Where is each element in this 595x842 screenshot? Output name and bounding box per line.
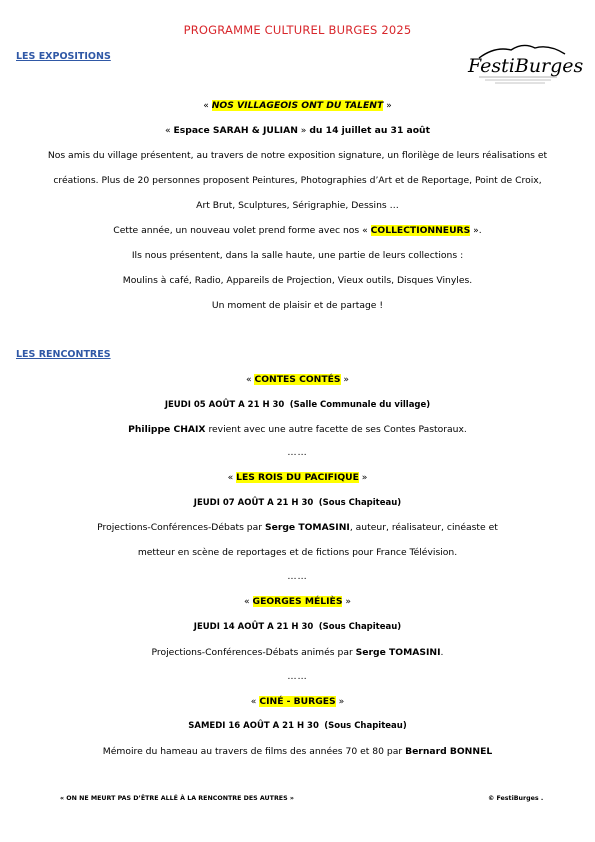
event-speaker: Bernard BONNEL (405, 746, 493, 757)
event-venue: (Sous Chapiteau) (318, 622, 402, 632)
event-datetime-line (0, 622, 595, 632)
event-datetime: JEUDI 07 AOÛT A 21 H 30 (193, 498, 314, 508)
logo-wordmark: FestiBurges (468, 55, 584, 77)
event-desc-line (0, 424, 595, 435)
collectors-line: Cette année, un nouveau volet prend forme avec nos « COLLECTIONNEURS ». (113, 225, 482, 236)
event-datetime: JEUDI 14 AOÛT A 21 H 30 (193, 622, 314, 632)
section-heading-expositions: LES EXPOSITIONS (16, 51, 111, 62)
event-title: CINÉ - BURGES (259, 696, 336, 707)
exposition-dates: du 14 juillet au 31 août (309, 125, 430, 136)
event-desc-line (0, 522, 595, 533)
exposition-title: NOS VILLAGEOIS ONT DU TALENT (211, 100, 384, 111)
footer-quote: « ON NE MEURT PAS D’ÊTRE ALLÉ À LA RENCONTRE DES AUTRES » (60, 795, 294, 802)
event-venue: (Sous Chapiteau) (318, 498, 402, 508)
event-datetime-line (0, 721, 595, 731)
separator: …… (287, 671, 308, 682)
event-desc-prefix: Projections-Conférences-Débats par (97, 522, 263, 533)
event-speaker: Philippe CHAIX (128, 424, 206, 435)
event-title-line: « CINÉ - BURGES » (250, 696, 345, 707)
collectors-highlight: COLLECTIONNEURS (370, 225, 471, 236)
event-datetime: SAMEDI 16 AOÛT A 21 H 30 (188, 721, 319, 731)
event-desc-suffix: . (440, 647, 444, 658)
separator: …… (287, 571, 308, 582)
event-title-line: « LES ROIS DU PACIFIQUE » (227, 472, 368, 483)
exposition-title-line: « NOS VILLAGEOIS ONT DU TALENT » (203, 100, 392, 111)
exposition-venue: Espace SARAH & JULIAN (173, 125, 298, 136)
exposition-desc-line-1: Nos amis du village présentent, au travers de notre exposition signature, un florilège de leurs réalisations et (47, 150, 548, 161)
event-venue: (Salle Communale du village) (289, 400, 431, 410)
event-desc-prefix: Projections-Conférences-Débats animés par (151, 647, 353, 658)
event-desc-suffix: , auteur, réalisateur, cinéaste et (349, 522, 498, 533)
event-datetime-line (0, 498, 595, 508)
exposition-venue-line: « Espace SARAH & JULIAN » du 14 juillet au 31 août (164, 125, 430, 136)
collectors-desc-line-2: Moulins à café, Radio, Appareils de Projection, Vieux outils, Disques Vinyles. (122, 275, 473, 286)
footer-copyright: © FestiBurges . (488, 795, 544, 802)
event-desc-line (0, 647, 595, 658)
event-datetime-line (0, 400, 595, 410)
festiburges-logo (465, 40, 584, 92)
event-title: LES ROIS DU PACIFIQUE (236, 472, 359, 483)
event-speaker: Serge TOMASINI (264, 522, 350, 533)
event-datetime: JEUDI 05 AOÛT A 21 H 30 (164, 400, 285, 410)
exposition-desc-line-2: créations. Plus de 20 personnes proposent Peintures, Photographies d’Art et de Reportage, Point de Croix, (53, 175, 542, 186)
separator: …… (287, 447, 308, 458)
event-desc-prefix: Mémoire du hameau au travers de films des années 70 et 80 par (102, 746, 403, 757)
exposition-closing: Un moment de plaisir et de partage ! (211, 300, 384, 311)
event-title-line: « CONTES CONTÉS » (245, 374, 350, 385)
event-venue: (Sous Chapiteau) (324, 721, 407, 731)
collectors-desc-line-1: Ils nous présentent, dans la salle haute, une partie de leurs collections : (131, 250, 464, 261)
section-heading-rencontres: LES RENCONTRES (16, 349, 111, 360)
event-desc-line (0, 746, 595, 757)
event-title-line: « GEORGES MÉLIÈS » (243, 596, 351, 607)
event-speaker: Serge TOMASINI (355, 647, 441, 658)
page-title: PROGRAMME CULTUREL BURGES 2025 (183, 23, 412, 37)
collectors-prefix: Cette année, un nouveau volet prend forme avec nos (113, 225, 360, 236)
event-desc-line-2: metteur en scène de reportages et de fictions pour France Télévision. (137, 547, 458, 558)
event-title: CONTES CONTÉS (254, 374, 341, 385)
exposition-desc-line-3: Art Brut, Sculptures, Sérigraphie, Dessins … (196, 200, 399, 211)
event-title: GEORGES MÉLIÈS (252, 596, 343, 607)
event-desc: revient avec une autre facette de ses Contes Pastoraux. (208, 424, 467, 435)
